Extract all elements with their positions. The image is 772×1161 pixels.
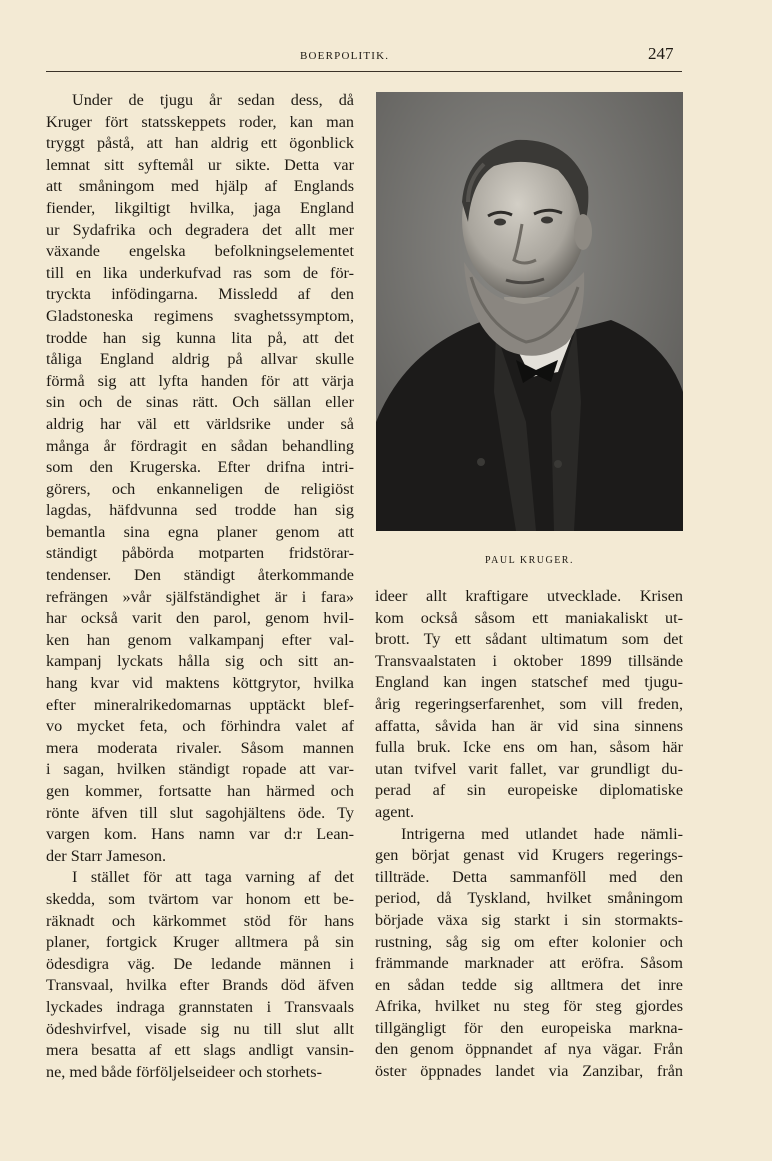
- portrait-photograph: [376, 92, 683, 531]
- text-line: kom också såsom ett maniakaliskt ut-: [375, 608, 683, 627]
- text-line: många år fördragit en sådan behandling: [46, 436, 354, 455]
- text-line: vo mycket feta, och förhindra valet af: [46, 717, 354, 736]
- text-line: bemantla sina egna planer genom att: [46, 522, 354, 541]
- text-line: planer, fortgick Kruger alltmera på sin: [46, 933, 354, 952]
- text-line: Afrika, hvilket nu steg för steg gjordes: [375, 997, 683, 1016]
- text-line: tryggt påstå, att han aldrig ett ögonblick: [46, 134, 354, 153]
- text-line: lyckades indraga grannstaten i Transvaals: [46, 997, 354, 1016]
- text-line: fulla bruk. Icke ens om han, såsom här: [375, 738, 683, 757]
- text-line: ne, med både förföljelseideer och storhets-: [46, 1062, 322, 1081]
- text-line: affatta, såvida han är vid sina sinnens: [375, 716, 683, 735]
- text-line: i sagan, hvilken ständigt ropade att var-: [46, 760, 354, 779]
- text-line: förmå sig att lyfta handen för att värja: [46, 371, 354, 390]
- text-line: kampanj lyckats hålla sig och sitt an-: [46, 652, 354, 671]
- text-line: skedda, som tvärtom var honom ett be-: [46, 889, 354, 908]
- text-line: Intrigerna med utlandet hade nämli-: [401, 824, 683, 843]
- text-line: en sådan tedde sig alltmera det inre: [375, 975, 683, 994]
- page-number: 247: [648, 44, 674, 63]
- text-line: har också varit den parol, genom hvil-: [46, 609, 354, 628]
- text-line: räknadt och kärkommet stöd för hans: [46, 911, 354, 930]
- text-line: period, då Tyskland, hvilket småningom: [375, 889, 683, 908]
- text-line: ödeshvirfvel, visade sig nu till slut allt: [46, 1019, 354, 1038]
- text-line: ständigt påbörda motparten fridstörar-: [46, 544, 354, 563]
- text-line: brott. Ty ett sådant ultimatum som det: [375, 630, 683, 649]
- text-line: lagdas, häfdvunna sed trodde han sig: [46, 501, 354, 520]
- text-line: öster öppnades landet via Zanzibar, från: [375, 1062, 683, 1081]
- text-line: tåliga England aldrig på allvar skulle: [46, 350, 354, 369]
- text-line: Kruger fört statsskeppets roder, kan man: [46, 112, 354, 131]
- text-line: tendenser. Den ständigt återkommande: [46, 566, 354, 585]
- text-line: till en lika underkufvad ras som de för-: [46, 263, 354, 282]
- text-line: rönte äfven till slut sagohjältens öde. Ty: [46, 803, 354, 822]
- text-line: I stället för att taga varning af det: [72, 868, 354, 887]
- text-line: årig regeringserfarenhet, som vill freden,: [375, 694, 683, 713]
- text-line: ideer allt kraftigare utvecklade. Krisen: [375, 587, 683, 605]
- right-text-column: [375, 586, 683, 1083]
- text-line: der Starr Jameson.: [46, 846, 167, 865]
- text-line: ken han genom valkampanj efter val-: [46, 630, 354, 649]
- text-line: perad af sin europeiske diplomatiske: [375, 781, 683, 800]
- text-line: gen börjat genast vid Krugers regerings-: [375, 846, 683, 865]
- text-line: började växa sig starkt i sin stormakts-: [375, 910, 683, 929]
- header-rule: [46, 71, 682, 72]
- text-line: mera moderata rivaler. Såsom mannen: [46, 738, 354, 757]
- text-line: vargen kom. Hans namn var d:r Lean-: [46, 825, 354, 844]
- text-line: agent.: [375, 802, 415, 821]
- text-line: som den Krugerska. Efter drifna intri-: [46, 458, 354, 477]
- running-header: BOERPOLITIK.: [300, 50, 390, 62]
- text-line: att småningom med hjälp af Englands: [46, 177, 354, 196]
- text-line: Transvaalstaten i oktober 1899 tillsände: [375, 651, 683, 670]
- text-line: Gladstoneska regimens svaghetssymptom,: [46, 306, 354, 325]
- text-line: görers, och enkanneligen de religiöst: [46, 479, 354, 498]
- text-line: växande engelska befolkningselementet: [46, 242, 354, 261]
- text-line: rustning, såg sig om efter kolonier och: [375, 932, 683, 951]
- text-line: Under de tjugu år sedan dess, då: [72, 91, 354, 109]
- left-text-column: [46, 90, 354, 1083]
- text-line: den genom öppnandet af nya vägar. Från: [375, 1040, 683, 1059]
- text-line: tillträde. Detta sammanföll med den: [375, 867, 683, 886]
- text-line: trodde han sig kunna lita på, att det: [46, 328, 354, 347]
- text-line: sin och de sinas rätt. Och sällan eller: [46, 393, 354, 412]
- text-line: tillgängligt för den europeiska markna-: [375, 1018, 683, 1037]
- text-line: refrängen »vår själfständighet är i fara»: [46, 587, 354, 606]
- text-line: aldrig har väl ett världsrike under så: [46, 414, 354, 433]
- text-line: efter mineralrikedomarnas upptäckt blef-: [46, 695, 354, 714]
- figure-caption: PAUL KRUGER.: [485, 555, 574, 566]
- text-line: mera besatta af ett slags andligt vansin-: [46, 1041, 354, 1060]
- text-line: utan tvifvel varit fallet, var grundligt du-: [375, 759, 683, 778]
- text-line: tryckta infödingarna. Missledd af den: [46, 285, 354, 304]
- text-line: England kan ingen statschef med tjugu-: [375, 673, 683, 692]
- text-line: ur Sydafrika och degradera det allt mer: [46, 220, 354, 239]
- text-line: hang kvar vid maktens köttgrytor, hvilka: [46, 674, 354, 693]
- text-line: lemnat sitt syftemål ur sikte. Detta var: [46, 155, 354, 174]
- text-line: Transvaal, hvilka efter Brands död äfven: [46, 976, 354, 995]
- text-line: främmande marknader att eröfra. Såsom: [375, 954, 683, 973]
- text-line: fiender, likgiltigt hvilka, jaga England: [46, 198, 354, 217]
- text-line: gen kommer, fortsatte han härmed och: [46, 782, 354, 800]
- text-line: ödesdigra väg. De ledande männen i: [46, 954, 354, 973]
